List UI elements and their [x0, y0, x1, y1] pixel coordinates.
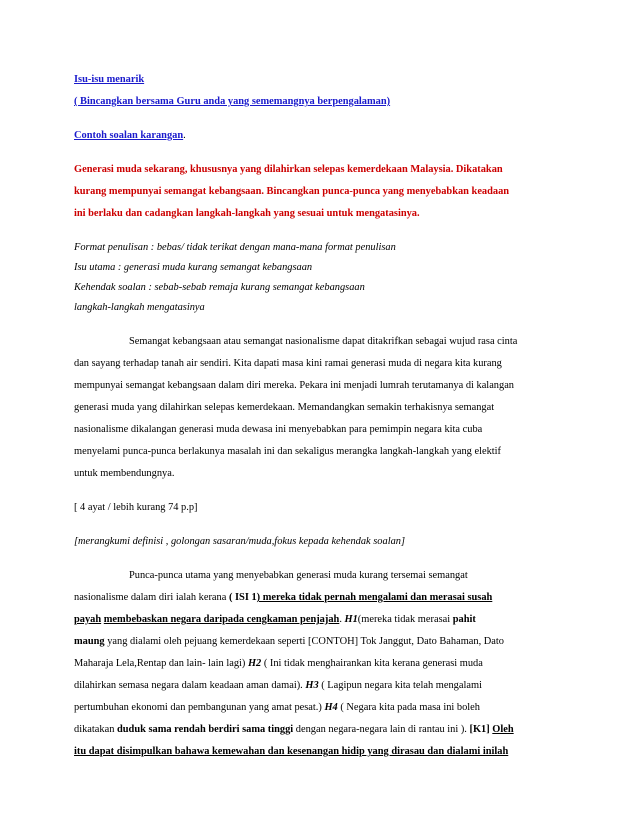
example-period: . [183, 130, 186, 141]
body-text: ( Lagipun negara kita telah mengalami [318, 680, 482, 691]
body-text: (mereka tidak merasai [357, 614, 453, 625]
body-line-7 [74, 701, 480, 714]
body-line-4 [74, 635, 504, 648]
point-marker-k1: [K1] [469, 724, 490, 735]
intro-line-1: Semangat kebangsaan atau semangat nasionalisme dapat ditakrifkan sebagai wujud rasa cinta [129, 336, 518, 347]
summary-note: [merangkumi definisi , golongan sasaran/muda,fokus kepada kehendak soalan] [74, 536, 406, 547]
body-line-6 [74, 679, 482, 692]
body-line-5 [74, 657, 483, 670]
body-text: ( Negara kita pada masa ini boleh [337, 702, 480, 713]
intro-line-3: mempunyai semangat kebangsaan dalam diri mereka. Pekara ini menjadi lumrah terutamanya di kalangan [74, 380, 514, 391]
intro-line-5: nasionalisme dikalangan generasi muda dewasa ini menyebabkan para pemimpin negara kita cuba [74, 424, 483, 435]
question-line-1: Generasi muda sekarang, khususnya yang dilahirkan selepas kemerdekaan Malaysia. Dikatakan [74, 164, 503, 175]
intro-line-7: untuk membendungnya. [74, 468, 175, 479]
point-marker-h1: H1 [344, 614, 358, 625]
note-main-issue: Isu utama : generasi muda kurang semangat kebangsaan [74, 262, 313, 273]
body-text: . [339, 614, 345, 625]
body-line-2 [74, 591, 492, 604]
body-text: yang dialami oleh pejuang kemerdekaan seperti [CONTOH] Tok Janggut, Dato Bahaman, Dato [104, 636, 505, 647]
intro-line-4: generasi muda yang dilahirkan selepas kemerdekaan. Memandangkan semakin terhakisnya semangat [74, 402, 495, 413]
key-phrase: payah [74, 614, 102, 625]
note-format: Format penulisan : bebas/ tidak terikat dengan mana-mana format penulisan [74, 242, 396, 253]
point-marker-h4: H4 [324, 702, 338, 713]
key-word: maung [74, 636, 105, 647]
question-line-2: kurang mempunyai semangat kebangsaan. Bincangkan punca-punca yang menyebabkan keadaan [74, 186, 510, 197]
body-line-1: Punca-punca utama yang menyebabkan generasi muda kurang tersemai semangat [129, 570, 468, 581]
point-marker-h2: H2 [247, 658, 262, 669]
point-marker-isi1: ( ISI 1 [228, 592, 257, 603]
body-text: nasionalisme dalam diri ialah kerana [74, 592, 229, 603]
key-phrase: membebaskan negara daripada cengkaman penjajah [103, 614, 340, 625]
body-text: dikatakan [74, 724, 117, 735]
page-title: Isu-isu menarik [74, 74, 145, 85]
note-requirement: Kehendak soalan : sebab-sebab remaja kurang semangat kebangsaan [74, 282, 365, 293]
key-phrase: ) mereka tidak pernah mengalami dan merasai susah [256, 592, 493, 603]
key-phrase: Oleh [492, 724, 514, 735]
page-subtitle: ( Bincangkan bersama Guru anda yang sememangnya berpengalaman) [74, 96, 391, 107]
key-phrase: duduk sama rendah berdiri sama tinggi [117, 724, 294, 735]
body-line-3 [74, 613, 476, 626]
example-heading [74, 129, 186, 142]
intro-line-6: menyelami punca-punca berlakunya masalah ini dan sekaligus merangka langkah-langkah yang elektif [74, 446, 502, 457]
body-text: dilahirkan semasa negara dalam keadaan aman damai). [74, 680, 306, 691]
note-steps: langkah-langkah mengatasinya [74, 302, 205, 313]
intro-line-2: dan sayang terhadap tanah air sendiri. Kita dapati masa kini ramai generasi muda di negara kita kurang [74, 358, 502, 369]
count-note: [ 4 ayat / lebih kurang 74 p.p] [74, 502, 198, 513]
body-text: Maharaja Lela,Rentap dan lain- lain lagi) [74, 658, 248, 669]
body-text: pertumbuhan ekonomi dan pembangunan yang amat pesat.) [74, 702, 325, 713]
point-marker-h3: H3 [305, 680, 319, 691]
question-line-3: ini berlaku dan cadangkan langkah-langkah yang sesuai untuk mengatasinya. [74, 208, 420, 219]
body-text: dengan negara-negara lain di rantau ini ). [293, 724, 470, 735]
body-line-9: itu dapat disimpulkan bahawa kemewahan dan kesenangan hidip yang dirasau dan dialami inilah [74, 746, 509, 757]
example-label: Contoh soalan karangan [74, 130, 184, 141]
key-word: pahit [452, 614, 476, 625]
body-text: ( Ini tidak menghairankan kita kerana generasi muda [261, 658, 483, 669]
body-line-8 [74, 723, 514, 736]
